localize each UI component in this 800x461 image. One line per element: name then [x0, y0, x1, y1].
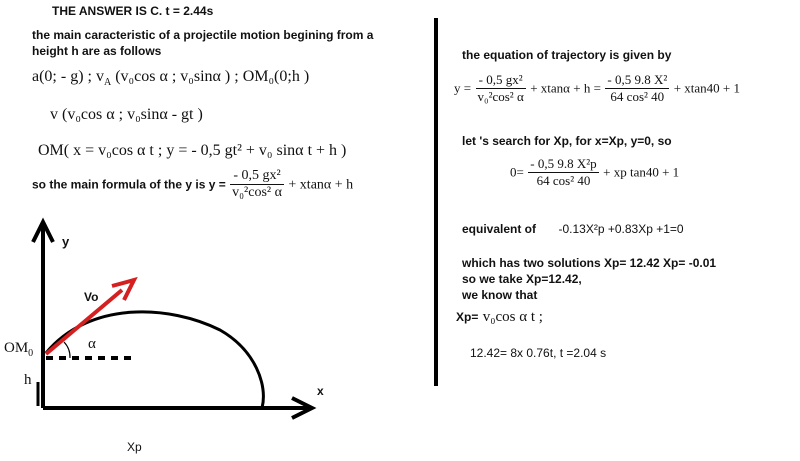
take-line: so we take Xp=12.42, — [462, 272, 582, 286]
zero-numerator: - 0,5 9.8 X²p — [530, 156, 597, 171]
x-axis-label: x — [317, 384, 324, 398]
xp-axis-label: Xp — [127, 440, 142, 454]
formula-denominator: v₀²cos² α — [232, 185, 282, 200]
final-line: 12.42= 8x 0.76t, t =2.04 s — [470, 346, 607, 360]
h-label: h — [24, 372, 32, 388]
xp-formula: v₀cos α t ; — [482, 309, 543, 325]
search-line: let 's search for Xp, for x=Xp, y=0, so — [462, 134, 672, 148]
y-axis-label: y — [62, 234, 70, 249]
acc-vec-sub: A — [103, 77, 112, 89]
solutions-line: which has two solutions Xp= 12.42 Xp= -0.01 — [462, 256, 717, 270]
traj-rest: + xtan40 + 1 — [673, 80, 740, 96]
position-vector: OM( x = v₀cos α t ; y = - 0,5 gt² + v₀ sinα t + h ) — [38, 142, 347, 159]
equiv-label: equivalent of — [462, 222, 537, 236]
om-text: OM — [4, 340, 29, 356]
angle-arc — [64, 342, 70, 358]
xp-label: Xp= — [456, 310, 479, 324]
trajectory-label: the equation of trajectory is given by — [462, 48, 672, 62]
alpha-label: α — [88, 336, 96, 352]
traj-numerator-1: - 0,5 gx² — [476, 72, 526, 89]
vo-label: Vo — [84, 290, 99, 304]
formula-numerator: - 0,5 gx² — [230, 168, 284, 185]
acc-vec-text: a(0; - g) ; v — [32, 68, 104, 85]
zero-denominator: 64 cos² 40 — [536, 173, 591, 188]
answer-line: THE ANSWER IS C. t = 2.44s — [52, 4, 214, 18]
zero-rest: + xp tan40 + 1 — [603, 164, 680, 180]
formula-rest: + xtanα + h — [288, 177, 354, 193]
om0-label — [4, 340, 33, 359]
equiv-equation: -0.13X²p +0.83Xp +1=0 — [558, 222, 684, 236]
velocity-vector: v (v₀cos α ; v₀sinα - gt ) — [50, 106, 203, 123]
traj-lhs: y = — [454, 80, 472, 96]
intro-line-1: the main caracteristic of a projectile motion begining from a — [32, 28, 374, 42]
intro-line-2: height h are as follows — [32, 44, 162, 58]
know-line: we know that — [462, 288, 538, 302]
zero-lhs: 0= — [510, 164, 524, 180]
traj-numerator-2: - 0,5 9.8 X² — [607, 72, 668, 87]
traj-denominator-2: 64 cos² 40 — [610, 89, 665, 104]
formula-label: so the main formula of the y is y = — [32, 177, 226, 192]
traj-mid: + xtanα + h = — [530, 80, 601, 96]
traj-denominator-1: v₀²cos² α — [477, 89, 524, 104]
acc-vec-rest: (v₀cos α ; v₀sinα ) ; OM₀(0;h ) — [111, 68, 310, 85]
om-sub: 0 — [28, 348, 34, 359]
